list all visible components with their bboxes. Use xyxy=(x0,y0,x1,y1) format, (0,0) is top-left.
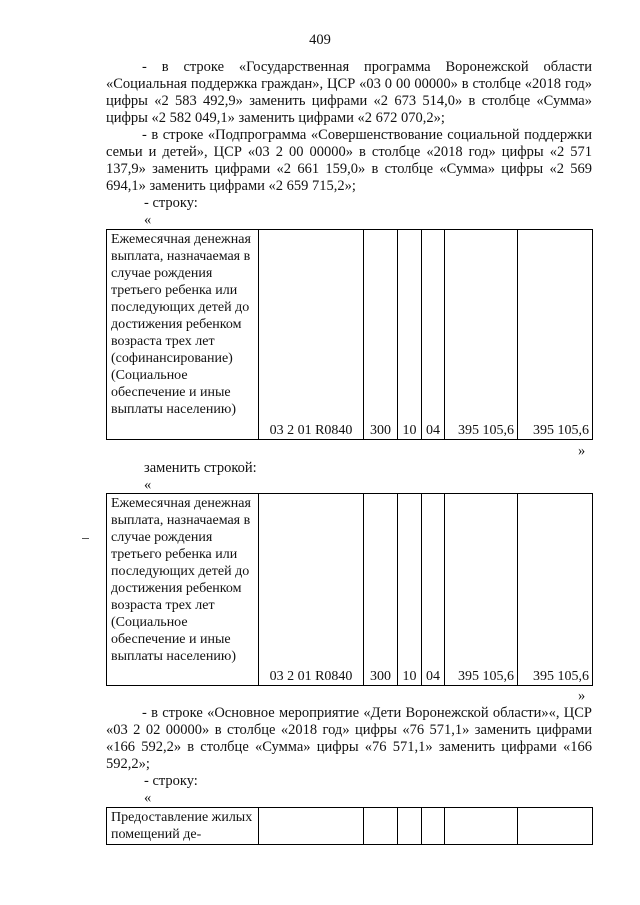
budget-table-new-row xyxy=(106,493,593,686)
vr-code xyxy=(364,808,398,845)
amount-2018: 395 105,6 xyxy=(445,494,518,686)
amount-total: 395 105,6 xyxy=(518,494,593,686)
paragraph-state-program: - в строке «Государственная программа Воронежской области «Социальная поддержка граждан», ЦСР «03 0 00 00000» в столбце «2018 год» цифры «2 583 492,9» заменить цифрами «2 673 514,0» в столбце «Сумма» цифры «2 582 049,1» заменить цифрами «2 672 070,2»; xyxy=(106,59,592,126)
amount-total xyxy=(518,808,593,845)
margin-mark xyxy=(82,538,89,539)
line-replace-label: заменить строкой: xyxy=(144,460,257,476)
budget-table-old-row xyxy=(106,229,593,440)
paragraph-main-activity: - в строке «Основное мероприятие «Дети Воронежской области»«, ЦСР «03 2 02 00000» в столбце «2018 год» цифры «76 571,1» заменить цифрами «166 592,2» в столбце «Сумма» цифры «76 571,1» заменить цифрами «166 592,2»; xyxy=(106,705,592,772)
rz-code: 10 xyxy=(398,494,422,686)
close-quote: » xyxy=(578,443,586,459)
line-row-label: - строку: xyxy=(144,195,198,211)
rz-code xyxy=(398,808,422,845)
vr-code: 300 xyxy=(364,494,398,686)
open-quote: « xyxy=(144,477,152,493)
table-row xyxy=(107,494,593,686)
pr-code: 04 xyxy=(422,494,445,686)
vr-code: 300 xyxy=(364,230,398,440)
amount-total: 395 105,6 xyxy=(518,230,593,440)
amount-2018: 395 105,6 xyxy=(445,230,518,440)
budget-table-next-row xyxy=(106,807,593,845)
open-quote: « xyxy=(144,790,152,806)
row-name: Ежемесячная денежная выплата, назначаемая в случае рождения третьего ребенка или последующих детей до достижения ребенком возраста трех лет (Социальное обеспечение и иные выплаты населению) xyxy=(107,494,259,686)
csr-code: 03 2 01 R0840 xyxy=(259,230,364,440)
rz-code: 10 xyxy=(398,230,422,440)
pr-code: 04 xyxy=(422,230,445,440)
page-number: 409 xyxy=(309,32,331,48)
close-quote: » xyxy=(578,688,586,704)
open-quote: « xyxy=(144,212,152,228)
row-name: Предоставление жилых помещений де- xyxy=(107,808,259,845)
line-row-label: - строку: xyxy=(144,773,198,789)
paragraph-subprogram: - в строке «Подпрограмма «Совершенствование социальной поддержки семьи и детей», ЦСР «03 2 00 00000» в столбце «2018 год» цифры «2 571 137,9» заменить цифрами «2 661 159,0» в столбце «Сумма» цифры «2 569 694,1» заменить цифрами «2 659 715,2»; xyxy=(106,127,592,194)
amount-2018 xyxy=(445,808,518,845)
csr-code: 03 2 01 R0840 xyxy=(259,494,364,686)
pr-code xyxy=(422,808,445,845)
row-name: Ежемесячная денежная выплата, назначаемая в случае рождения третьего ребенка или последующих детей до достижения ребенком возраста трех лет (софинансирование) (Социальное обеспечение и иные выплаты населению) xyxy=(107,230,259,440)
table-row xyxy=(107,808,593,845)
table-row xyxy=(107,230,593,440)
csr-code xyxy=(259,808,364,845)
